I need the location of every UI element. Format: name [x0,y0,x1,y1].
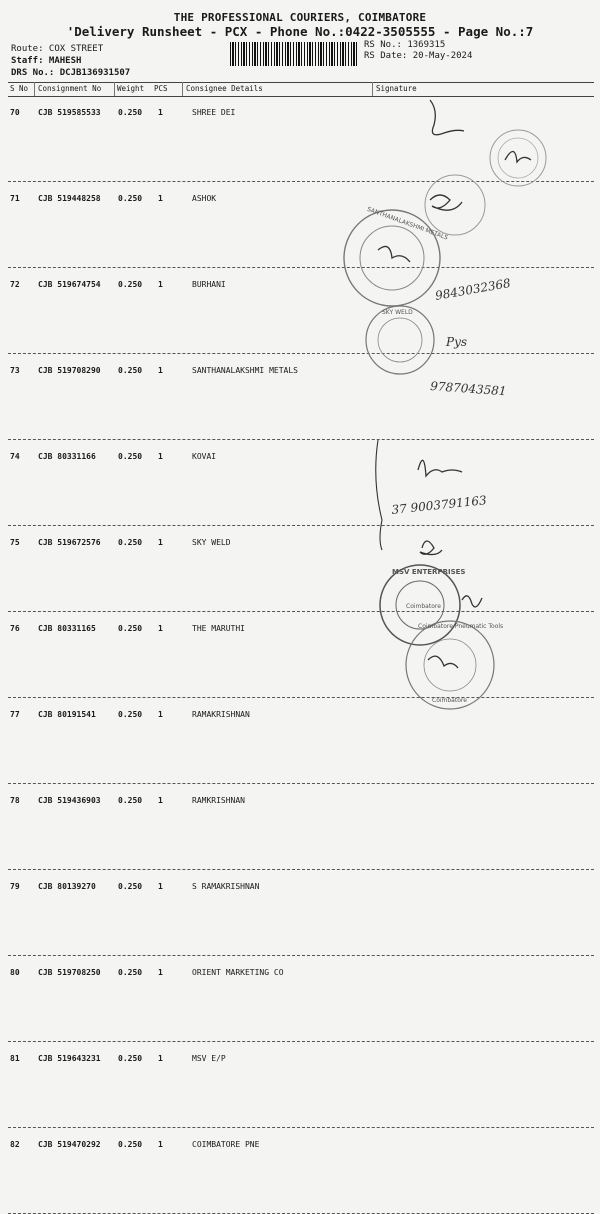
table-row [8,1128,594,1214]
row-consignee: MSV E/P [192,1054,226,1063]
stamp-text: Coimbatore [432,697,467,704]
stamp-text: Coimbatore Pneumatic Tools [418,623,504,630]
rs-number: RS No.: 1369315 [364,40,446,50]
row-sno: 82 [10,1140,20,1149]
handwritten-note: 37 9003791163 [390,493,488,517]
row-sno: 76 [10,624,20,633]
table-row [8,182,594,268]
row-weight: 0.250 [118,366,143,375]
row-pcs: 1 [158,624,163,633]
row-consignment: CJB 519708250 [38,968,101,977]
row-weight: 0.250 [118,796,143,805]
col-consignee: Consignee Details [186,84,263,93]
table-row [8,612,594,698]
row-consignment: CJB 80139270 [38,882,96,891]
col-divider [34,82,35,96]
row-weight: 0.250 [118,1140,143,1149]
row-consignment: CJB 519585533 [38,108,101,117]
runsheet-title: 'Delivery Runsheet - PCX - Phone No.:0422-3505555 - Page No.:7 [66,24,534,39]
row-consignee: S RAMAKRISHNAN [192,882,260,891]
row-consignee: ORIENT MARKETING CO [192,968,284,977]
row-consignee: ASHOK [192,194,217,203]
table-row [8,354,594,440]
row-weight: 0.250 [118,710,143,719]
row-pcs: 1 [158,1054,163,1063]
row-consignee: SHREE DEI [192,108,236,117]
row-weight: 0.250 [118,968,143,977]
stamp-text: SANTHANALAKSHMI METALS [366,205,449,242]
row-sno: 74 [10,452,20,461]
stamp-text: Coimbatore [406,603,441,610]
row-pcs: 1 [158,1140,163,1149]
row-sno: 80 [10,968,20,977]
row-pcs: 1 [158,882,163,891]
row-pcs: 1 [158,968,163,977]
col-divider [114,82,115,96]
table-row [8,1042,594,1128]
row-sno: 75 [10,538,20,547]
table-row [8,698,594,784]
row-sno: 71 [10,194,20,203]
row-sno: 73 [10,366,20,375]
row-sno: 78 [10,796,20,805]
row-pcs: 1 [158,108,163,117]
row-consignee: SANTHANALAKSHMI METALS [192,366,298,375]
row-weight: 0.250 [118,194,143,203]
col-consignment: Consignment No [38,84,102,93]
stamp-text: MSV ENTERPRISES [392,568,466,576]
row-consignee: RAMKRISHNAN [192,796,245,805]
table-header [8,82,594,96]
row-consignee: BURHANI [192,280,226,289]
row-weight: 0.250 [118,624,143,633]
row-sno: 79 [10,882,20,891]
row-weight: 0.250 [118,882,143,891]
staff-label: Staff: MAHESH [11,56,82,66]
row-consignment: CJB 80331165 [38,624,96,633]
col-sno: S No [10,84,29,93]
row-consignee: THE MARUTHI [192,624,245,633]
row-sno: 70 [10,108,20,117]
stamp-text: SKY WELD [382,309,413,316]
row-sno: 81 [10,1054,20,1063]
row-consignment: CJB 519708290 [38,366,101,375]
row-weight: 0.250 [118,1054,143,1063]
row-weight: 0.250 [118,538,143,547]
row-weight: 0.250 [118,108,143,117]
row-consignment: CJB 519436903 [38,796,101,805]
row-sno: 77 [10,710,20,719]
row-pcs: 1 [158,452,163,461]
company-title: THE PROFESSIONAL COURIERS, COIMBATORE [173,11,427,24]
row-consignee: COIMBATORE PNE [192,1140,260,1149]
row-pcs: 1 [158,796,163,805]
col-signature: Signature [376,84,417,93]
row-sno: 72 [10,280,20,289]
col-divider [372,82,373,96]
row-consignee: KOVAI [192,452,217,461]
row-pcs: 1 [158,710,163,719]
row-weight: 0.250 [118,280,143,289]
row-consignment: CJB 80191541 [38,710,96,719]
table-row [8,268,594,354]
table-row [8,440,594,526]
handwritten-note: Pys [446,335,468,349]
route-label: Route: COX STREET [11,44,104,54]
rs-date: RS Date: 20-May-2024 [364,51,473,61]
row-consignment: CJB 519470292 [38,1140,101,1149]
row-consignee: RAMAKRISHNAN [192,710,250,719]
handwritten-phone: 9843032368 [434,275,512,303]
drs-number: DRS No.: DCJB136931507 [11,68,131,78]
table-row [8,870,594,956]
table-row [8,96,594,182]
row-pcs: 1 [158,194,163,203]
handwritten-phone: 9787043581 [429,379,507,399]
col-weight: Weight [117,84,145,93]
table-row [8,784,594,870]
row-weight: 0.250 [118,452,143,461]
col-pcs: PCS [154,84,168,93]
row-consignment: CJB 519674754 [38,280,101,289]
barcode [230,42,358,66]
table-row [8,526,594,612]
table-row [8,956,594,1042]
col-divider [182,82,183,96]
row-consignment: CJB 80331166 [38,452,96,461]
row-consignment: CJB 519643231 [38,1054,101,1063]
row-pcs: 1 [158,538,163,547]
row-pcs: 1 [158,366,163,375]
row-consignment: CJB 519672576 [38,538,101,547]
row-consignee: SKY WELD [192,538,231,547]
row-consignment: CJB 519448258 [38,194,101,203]
row-pcs: 1 [158,280,163,289]
